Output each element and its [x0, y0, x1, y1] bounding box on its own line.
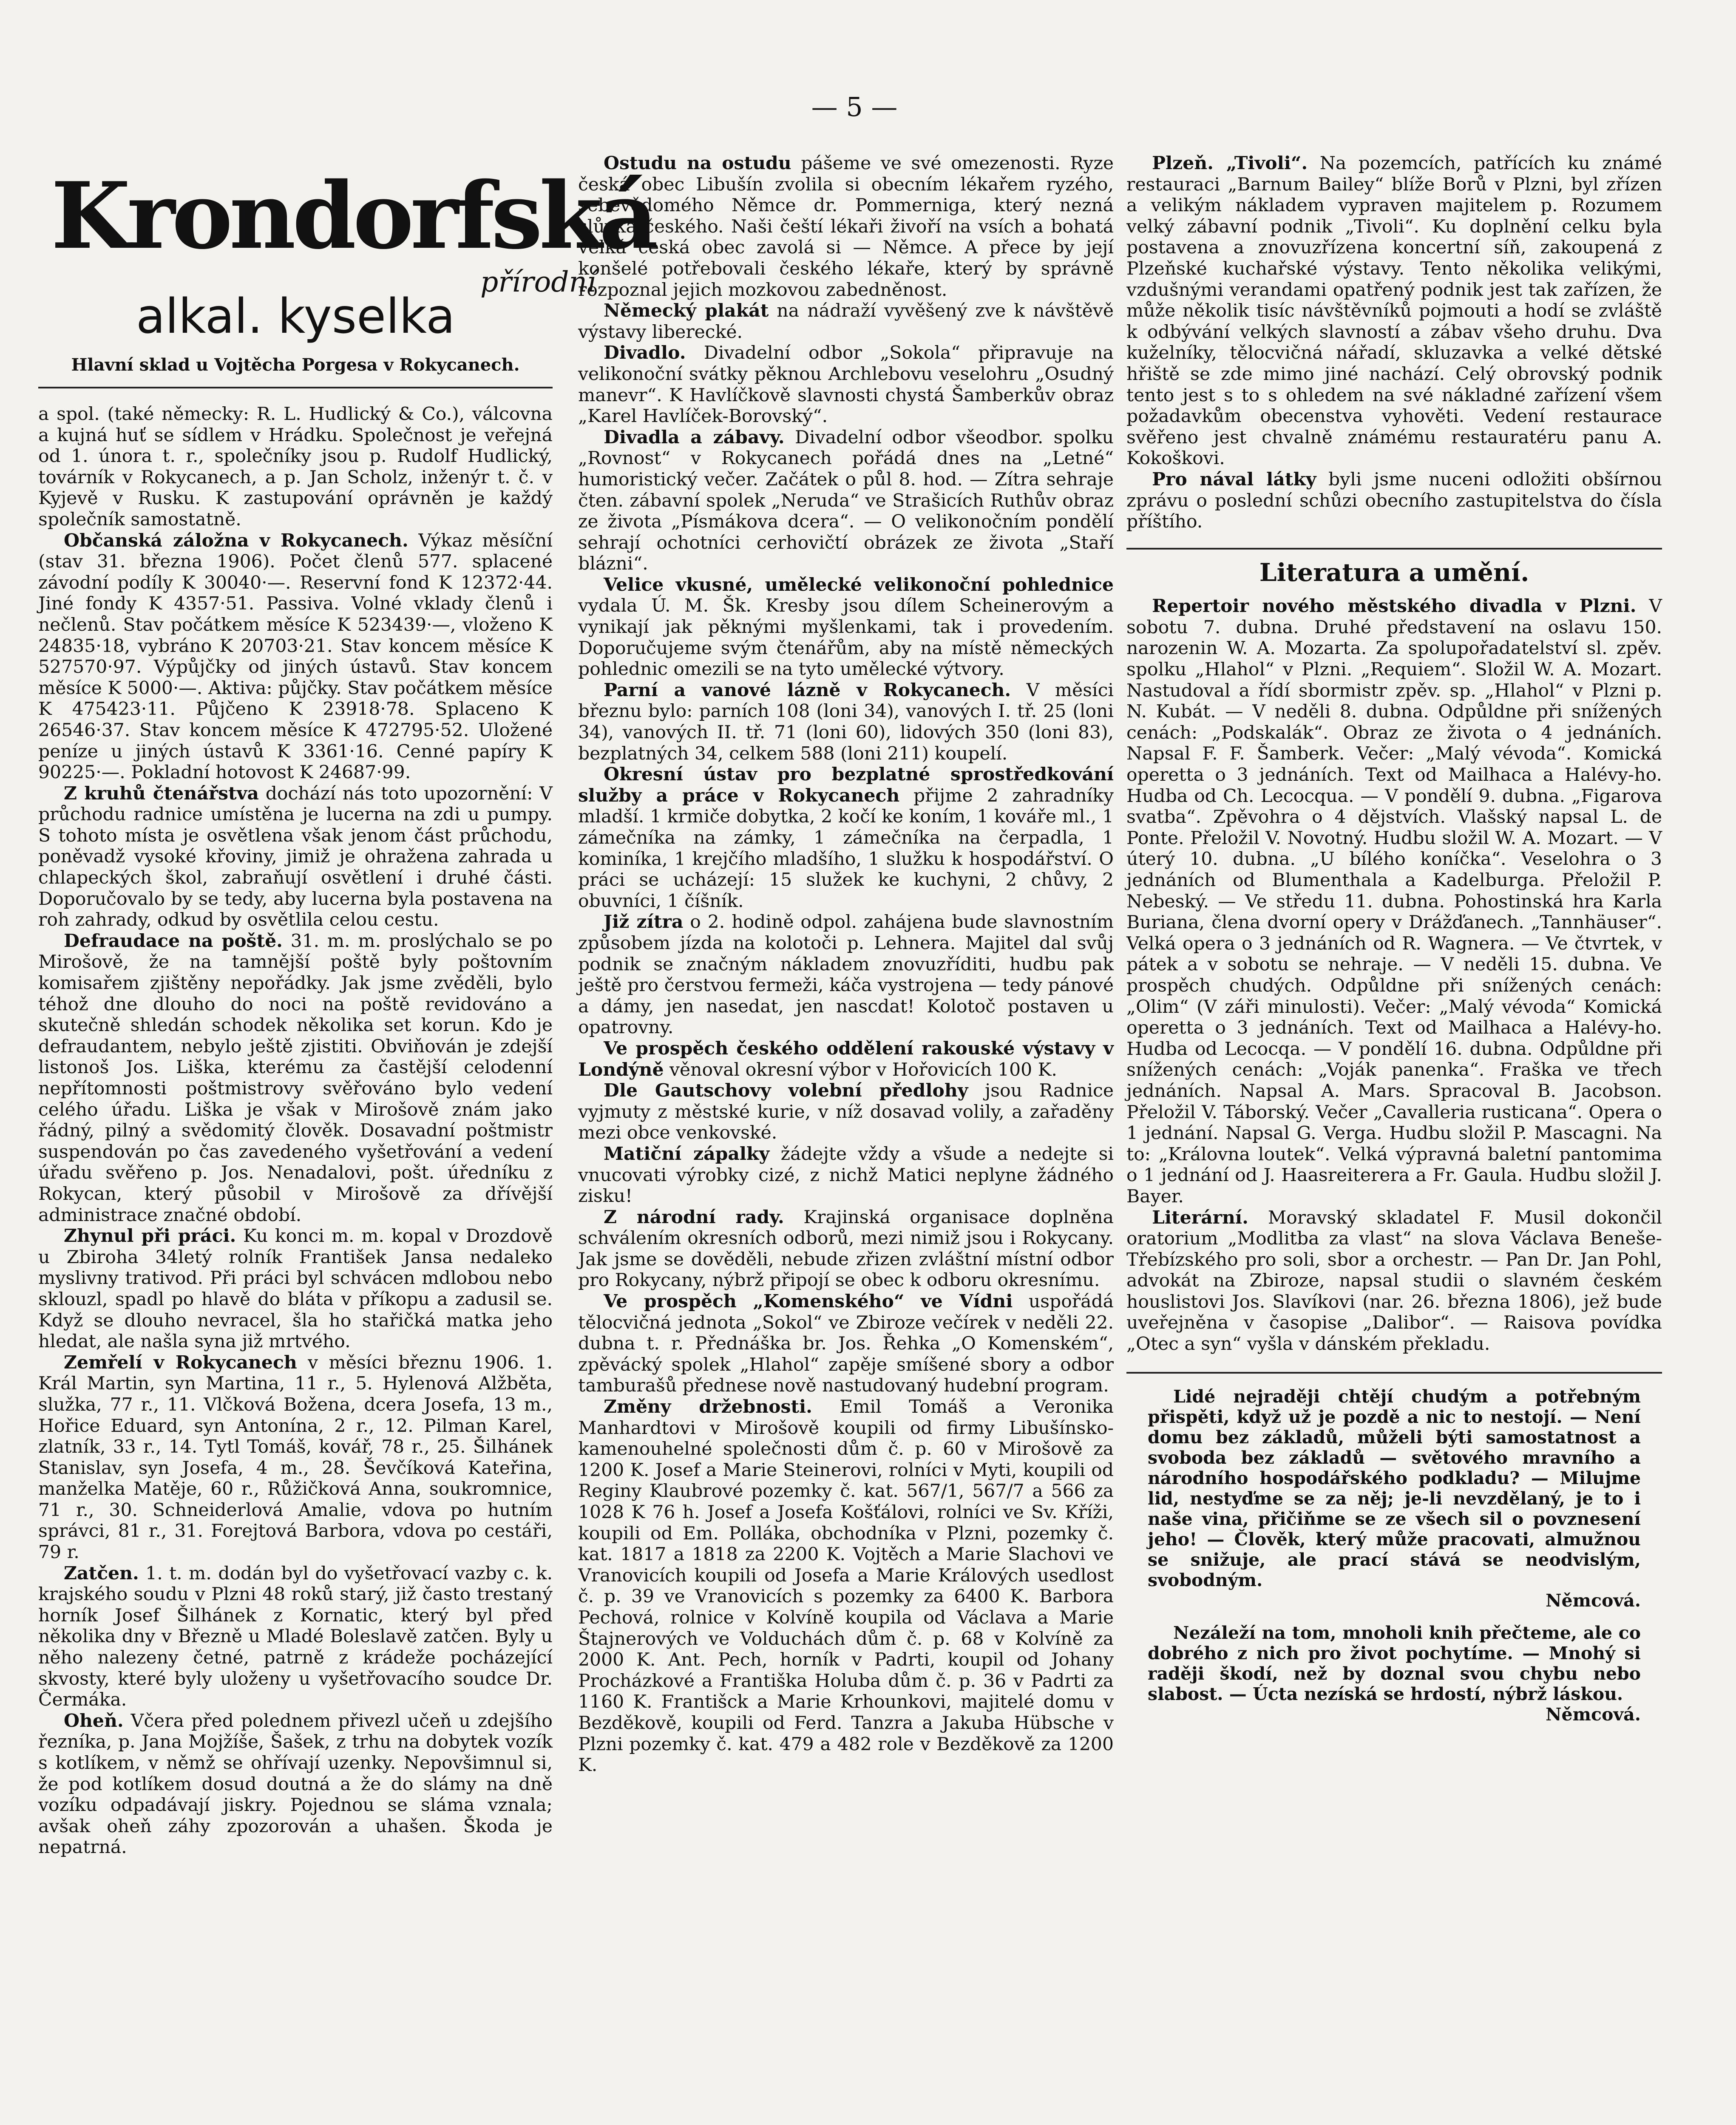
- col2-article: [578, 764, 1114, 912]
- article-headline: Občanská záložna v Rokycanech.: [64, 530, 408, 551]
- article-headline: Změny držebnosti.: [604, 1396, 812, 1418]
- col1-article: [38, 1563, 553, 1711]
- article-body: Divadelní odbor všeodbor. spolku „Rovnost“ v Rokycanech pořádá dnes na „Letné“ humoristický večer. Začátek o půl 8. hod. — Zítra sehraje čten. zábavní spolek „Neruda“ ve Strašicích Ruthův obraz ze života „Písmákova dcera“. — O velikonočním pondělí sehrají ochotníci cerhovičtí obrázek ze života „Staří blázni“.: [578, 427, 1114, 575]
- col2-article: [578, 427, 1114, 575]
- column-3: [1126, 153, 1662, 1733]
- ad-logo: Krondorfská: [51, 162, 655, 269]
- article-body: na nádraží vyvěšený zve k návštěvě výstavy liberecké.: [578, 300, 1114, 343]
- article-body: o 2. hodině odpol. zahájena bude slavnostním způsobem jízda na kolotoči p. Lehnera. Majitel dal svůj podnik se značným nákladem znovuzříditi, hudbu pak ještě pro čerstvou fermeži, káča vystrojena — tedy pánové a dámy, jen nasedat, jen nascdat! Kolotoč postaven u opatrovny.: [578, 912, 1114, 1038]
- col3-article: [1126, 469, 1662, 533]
- article-headline: Zhynul při práci.: [64, 1225, 236, 1247]
- col1-article: [38, 1352, 553, 1563]
- literature-article: [1126, 1207, 1662, 1355]
- col3-article: [1126, 153, 1662, 469]
- article-headline: Matiční zápalky: [604, 1143, 770, 1164]
- divider: [1126, 548, 1662, 550]
- page-number: — 5 —: [811, 91, 898, 122]
- article-body: v měsíci březnu 1906. 1. Král Martin, syn Martina, 11 r., 5. Hylenová Alžběta, služka, 77 r., 11. Vlčková Božena, dcera Josefa, 13 m., Hořice Eduard, syn Antonína, 2 r., 12. Pilman Karel, zlatník, 33 r., 14. Tytl Tomáš, kovář, 78 r., 25. Šilhánek Stanislav, syn Josefa, 4 m., 28. Ševčíková Kateřina, manželka Matěje, 60 r., Růžičková Anna, soukromnice, 71 r., 30. Schneiderlová Amalie, vdova po hutním správci, 81 r., 31. Forejtová Barbora, vdova po cestáři, 79 r.: [38, 1352, 553, 1563]
- col1-article: [38, 1226, 553, 1352]
- ad-alkal-kyselka: alkal. kyselka: [136, 289, 455, 344]
- article-body: Divadelní odbor „Sokola“ připravuje na velikonoční svátky pěknou Archlebovu veselohru „Osudný manevr“. K Havlíčkově slavnosti chystá Šamberkův obraz „Karel Havlíček-Borovský“.: [578, 343, 1114, 427]
- article-headline: Z národní rady.: [604, 1206, 784, 1228]
- col2-article: [578, 575, 1114, 680]
- article-headline: Z kruhů čtenářstva: [64, 782, 259, 804]
- col1-article: [38, 404, 553, 530]
- col2-article: [578, 300, 1114, 343]
- article-body: Včera před polednem přivezl učeň u zdejšího řezníka, p. Jana Mojžíše, Šašek, z trhu na dobytek vozík s kotlíkem, v němž se ohřívají uzenky. Nepovšimnul si, že pod kotlíkem dosud doutná a že do slámy na dně vozíku odpadávají jiskry. Pojednou se sláma vznala; avšak oheň záhy zpozorován a uhašen. Škoda je nepatrná.: [38, 1710, 553, 1858]
- column-1: [38, 404, 553, 1858]
- quote-1-signature: Němcová.: [1546, 1590, 1641, 1611]
- quote-2: Nezáleží na tom, mnoholi knih přečteme, ale co dobrého z nich pro život pochytíme. — Mnohý si raději škodí, než by doznal svou chybu nebo slabost. — Úcta nezíská se hrdostí, nýbrž láskou.: [1148, 1622, 1641, 1704]
- article-body: přijme 2 zahradníky mladší. 1 krmiče dobytka, 2 kočí ke koním, 1 kováře ml., 1 zámečníka na zámky, 1 zámečníka na čerpadla, 1 kominíka, 1 krejčího mladšího, 1 služku k hospodářství. O práci se ucházejí: 15 služek ke kuchyni, 2 chůvy, 2 obuvníci, 1 číšník.: [578, 785, 1114, 912]
- ad-prirodni: přírodní: [480, 266, 596, 298]
- ad-sklad: Hlavní sklad u Vojtěcha Porgesa v Rokycanech.: [71, 355, 520, 375]
- col2-article: [578, 343, 1114, 427]
- col2-article: [578, 1144, 1114, 1207]
- article-headline: Plzeň. „Tivoli“.: [1152, 153, 1308, 174]
- col2-article: [578, 1038, 1114, 1080]
- col2-article: [578, 1080, 1114, 1144]
- article-body: V měsíci březnu bylo: parních 108 (loni 34), vanových I. tř. 25 (loni 34), vanových II. tř. 71 (loni 60), lidových 350 (loni 83), bezplatných 34, celkem 588 (loni 211) koupelí.: [578, 680, 1114, 764]
- article-headline: Oheň.: [64, 1710, 124, 1731]
- article-headline: Literární.: [1152, 1207, 1248, 1228]
- article-headline: Již zítra: [604, 911, 684, 933]
- article-body: Ku konci m. m. kopal v Drozdově u Zbiroha 34letý rolník František Jansa nedaleko myslivny trativod. Při práci byl schvácen mdlobou nebo sklouzl, spadl po hlavě do bláta v příkopu a zadusil se. Když se dlouho nevracel, šla ho stařičká matka jeho hledat, ale našla syna již mrtvého.: [38, 1226, 553, 1352]
- col1-article: [38, 783, 553, 931]
- article-headline: Ve prospěch „Komenského“ ve Vídni: [604, 1291, 1013, 1312]
- col2-article: [578, 912, 1114, 1038]
- article-body: Emil Tomáš a Veronika Manhardtovi v Mirošově koupili od firmy Libušínsko-kamenouhelné společnosti dům č. p. 60 v Mirošově za 1200 K. Josef a Marie Steinerovi, rolníci v Myti, koupili od Reginy Klaubrové pozemky č. kat. 567/1, 567/7 a 566 za 1028 K 76 h. Josef a Josefa Košťálovi, rolníci ve Sv. Kříži, koupili od Em. Polláka, obchodníka v Plzni, pozemky č. kat. 1817 a 1818 za 2200 K. Vojtěch a Marie Slachovi ve Vranovicích koupili od Josefa a Marie Králových usedlost č. p. 39 ve Vranovicích s pozemky za 6400 K. Barbora Pechová, rolnice v Kolvíně koupila od Václava a Marie Štajnerových ve Volduchách dům č. p. 68 v Kolvíně za 2000 K. Ant. Pech, horník v Padrti, koupil od Johany Procházkové a Františka Holuba dům č. p. 36 v Padrti za 1160 K. Františck a Marie Krhounkovi, majitelé domu v Bezděkově, koupili od Ferd. Tanzra a Jakuba Hübsche v Plzni pozemky č. kat. 479 a 482 role v Bezděkově za 1200 K.: [578, 1397, 1114, 1776]
- col2-article: [578, 1207, 1114, 1291]
- article-headline: Divadla a zábavy.: [604, 426, 785, 448]
- article-body: Výkaz měsíční (stav 31. března 1906). Počet členů 577. splacené závodní podíly K 30040·—. Reservní fond K 12372·44. Jiné fondy K 4357·51. Passiva. Volné vklady členů i nečlenů. Stav počátkem měsíce K 523439·—, vloženo K 24835·18, vybráno K 20703·21. Stav koncem měsíce K 527570·97. Výpůjčky od jiných ústavů. Stav koncem měsíce K 5000·—. Aktiva: půjčky. Stav počátkem měsíce K 475423·11. Půjčeno K 23918·78. Splaceno K 26546·37. Stav koncem měsíce K 472795·52. Uložené peníze u jiných ústavů K 3361·16. Cenné papíry K 90225·—. Pokladní hotovost K 24687·99.: [38, 530, 553, 783]
- article-headline: Divadlo.: [604, 342, 686, 364]
- article-headline: Zemřelí v Rokycanech: [64, 1352, 297, 1373]
- article-body: dochází nás toto upozornění: V průchodu radnice umístěna je lucerna na zdi u pumpy. S tohoto místa je osvětlena však jenom část průchodu, poněvadž vysoké křoviny, jimiž je ohražena zahrada u chlapeckých škol, zabraňují osvětlení i druhé části. Doporučovalo by se tedy, aby lucerna byla postavena na roh zahrady, odkud by osvětlila celou cestu.: [38, 783, 553, 931]
- col2-article: [578, 1397, 1114, 1776]
- article-body: 1. t. m. dodán byl do vyšetřovací vazby c. k. krajského soudu v Plzni 48 roků starý, již často trestaný horník Josef Šilhánek z Kornatic, který byl před několika dny v Březně u Mladé Boleslavě zatčen. Byly u něho nalezeny četné, patrně z krádeže pocházející skvosty, které byly uloženy u vyšetřovacího soudce Dr. Čermáka.: [38, 1563, 553, 1711]
- article-body: Na pozemcích, patřících ku známé restauraci „Barnum Bailey“ blíže Borů v Plzni, byl zřízen a velikým nákladem vypraven majitelem p. Rozumem velký zábavní podnik „Tivoli“. Ku doplnění celku byla postavena a znovuzřízena koncertní síň, zakoupená z Plzeňské kuchařské výstavy. Tento několika velikými, vzdušnými verandami opatřený podnik jest tak zařízen, že může několik tisíc návštěvníků pojmouti a hodí se zvláště k odbývání velkých slavností a zábav všeho druhu. Dva kuželníky, tělocvičná nářadí, skluzavka a velké dětské hřiště se zde mimo jiné nachází. Celý obrovský podnik tento jest s to s ohledem na své nákladné zařízení všem požadavkům obecenstva vyhověti. Vedení restaurace svěřeno jest chvalně známému restauratéru panu A. Kokoškovi.: [1126, 153, 1662, 469]
- article-body: 31. m. m. proslýchalo se po Mirošově, že na tamnější poště byly poštovním komisařem zjištěny nepořádky. Jak jsme zvěděli, bylo téhož dne dlouho do noci na poště revidováno a skutečně shledán schodek několika set korun. Kdo je defraudantem, nebylo ještě zjistiti. Obviňován je zdejší listonoš Jos. Liška, kterému za častější celodenní nepřítomnosti poštmistrovy svěřováno bylo vedení celého úřadu. Liška je však v Mirošově znám jako řádný, pilný a svědomitý člověk. Dosavadní poštmistr suspendován po čas zavedeného vyšetřování a vedení úřadu svěřeno p. Jos. Nenadalovi, pošt. úředníku z Rokycan, který působil v Mirošově za dřívější administrace značné období.: [38, 930, 553, 1226]
- article-body: pášeme ve své omezenosti. Ryze česká obec Libušín zvolila si obecním lékařem ryzého, sebevědomého Němce dr. Pommerniga, který nezná slůvka českého. Naši čeští lékaři živoří na vsích a bohatá velká česká obec zavolá si — Němce. A přece by její konšelé potřebovali českého lékaře, který by správně rozpoznal jejich mozkovou zabedněnost.: [578, 153, 1114, 300]
- section-title-literatura: Literatura a umění.: [1259, 558, 1529, 587]
- article-body: Krajinská organisace doplněna schválením okresních odborů, mezi nimiž jsou i Rokycany. Jak jsme se dověděli, nebude zřizen zvláštní místní odbor pro Rokycany, nýbrž připojí se obec k odboru okresnímu.: [578, 1207, 1114, 1291]
- col1-article: [38, 931, 553, 1226]
- article-headline: Pro nával látky: [1152, 468, 1316, 490]
- article-headline: Okresní ústav pro bezplatné sprostředkování služby a práce v Rokycanech: [578, 764, 1114, 806]
- col2-article: [578, 153, 1114, 300]
- article-headline: Zatčen.: [64, 1562, 139, 1584]
- literature-article: [1126, 596, 1662, 1207]
- quote-box: [1126, 1372, 1662, 1733]
- article-body: Moravský skladatel F. Musil dokončil oratorium „Modlitba za vlast“ na slova Václava Beneše-Třebízského pro soli, sbor a orchestr. — Pan Dr. Jan Pohl, advokát na Zbiroze, napsal studii o slavném českém houslistovi Jos. Slavíkovi (nar. 26. března 1806), jež bude uveřejněna v časopise „Dalibor“. — Raisova povídka „Otec a syn“ vyšla v dánském překladu.: [1126, 1207, 1662, 1355]
- article-body: žádejte vždy a všude a nedejte si vnucovati výrobky cizé, z nichž Matici neplyne žádného zisku!: [578, 1143, 1114, 1207]
- article-headline: Ostudu na ostudu: [604, 153, 791, 174]
- article-headline: Parní a vanové lázně v Rokycanech.: [604, 679, 1011, 701]
- col1-article: [38, 1711, 553, 1858]
- article-headline: Velice vkusné, umělecké velikonoční pohlednice: [604, 574, 1114, 595]
- article-headline: Dle Gautschovy volební předlohy: [604, 1080, 968, 1102]
- article-body: V sobotu 7. dubna. Druhé představení na oslavu 150. narozenin W. A. Mozarta. Za spolupořadatelství sl. zpěv. spolku „Hlahol“ v Plzni. „Requiem“. Složil W. A. Mozart. Nastudoval a řídí sbormistr zpěv. sp. „Hlahol“ v Plzni p. N. Kubát. — V neděli 8. dubna. Odpůldne při snížených cenách: „Podskalák“. Obraz ze života o 4 jednáních. Napsal F. F. Šamberk. Večer: „Malý vévoda“. Komická operetta o 3 jednáních. Text od Mailhaca a Halévy-ho. Hudba od Ch. Lecocqua. — V pondělí 9. dubna. „Figarova svatba“. Zpěvohra o 4 dějstvích. Vlašský napsal L. de Ponte. Přeložil V. Novotný. Hudbu složil W. A. Mozart. — V úterý 10. dubna. „U bílého koníčka“. Veselohra o 3 jednáních od Blumenthala a Kadelburga. Přeložil P. Nebeský. — Ve středu 11. dubna. Pohostinská hra Karla Buriana, člena dvorní opery v Drážďanech. „Tannhäuser“. Velká opera o 3 jednáních od R. Wagnera. — Ve čtvrtek, v pátek a v sobotu se nehraje. — V neděli 15. dubna. Ve prospěch chudých. Odpůldne při snížených cenách: „Olim“ (V záři minulosti). Večer: „Malý vévoda“ Komická operetta o 3 jednáních. Text od Mailhaca a Halévy-ho. Hudba od Lecocqa. — V pondělí 16. dubna. Odpůldne při snížených cenách: „Voják panenka“. Fraška ve třech jednáních. Napsal A. Mars. Spracoval B. Jacobson. Přeložil V. Táborský. Večer „Cavalleria rusticana“. Opera o 1 jednání. Napsal G. Verga. Hudbu složil P. Mascagni. Na to: „Královna loutek“. Velká výpravná baletní pantomima o 1 jednání od J. Haasreiterera a Fr. Gaula. Hudbu složil J. Bayer.: [1126, 596, 1662, 1207]
- quote-1: Lidé nejraději chtějí chudým a potřebným přispěti, když už je pozdě a nic to nestojí. — Není domu bez základů, můželi býti samostatnost a svoboda bez základů — světového mravního a národního hospodářského podkladu? — Milujme lid, nestyďme se za něj; je-li nevzdělaný, je to i naše vina, přičiňme se ze všech sil o povznesení jeho! — Člověk, který může pracovati, almužnou se snižuje, ale prací stává se neodvislým, svobodným.: [1148, 1386, 1641, 1590]
- col1-article: [38, 530, 553, 783]
- article-body: byli jsme nuceni odložiti obšírnou zprávu o poslední schůzi obecního zastupitelstva do čísla příštího.: [1126, 469, 1662, 533]
- article-body: uspořádá tělocvičná jednota „Sokol“ ve Zbiroze večírek v neděli 22. dubna t. r. Přednáška br. Jos. Řehka „O Komenském“, zpěvácký spolek „Hlahol“ zapěje smíšené sbory a odbor tamburašů přednese nově nastudovaný hudební program.: [578, 1291, 1114, 1397]
- article-body: věnoval okresní výbor v Hořovicích 100 K.: [664, 1059, 1057, 1080]
- article-headline: Repertoir nového městského divadla v Plzni.: [1152, 595, 1637, 617]
- col2-article: [578, 680, 1114, 764]
- article-headline: Ve prospěch českého oddělení rakouské výstavy v Londýně: [578, 1037, 1114, 1080]
- article-headline: Německý plakát: [604, 300, 769, 322]
- column-2: [578, 153, 1114, 1776]
- article-body: vydala Ú. M. Šk. Kresby jsou dílem Scheinerovým a vynikají jak pěknými myšlenkami, tak i provedením. Doporučujeme svým čtenářům, aby na místě německých pohlednic omezili se na tyto umělecké výtvory.: [578, 595, 1114, 680]
- article-body: a spol. (také německy: R. L. Hudlický & Co.), válcovna a kujná huť se sídlem v Hrádku. Společnost je veřejná od 1. února t. r., společníky jsou p. Rudolf Hudlický, továrník v Rokycanech, a p. Jan Scholz, inženýr t. č. v Kyjevě v Rusku. K zastupování oprávněn je každý společník samostatně.: [38, 404, 553, 530]
- quote-2-signature: Němcová.: [1546, 1704, 1641, 1725]
- article-headline: Defraudace na poště.: [64, 930, 283, 952]
- col2-article: [578, 1291, 1114, 1397]
- article-body: jsou Radnice vyjmuty z městské kurie, v níž dosavad volily, a zařaděny mezi obce venkovské.: [578, 1080, 1114, 1144]
